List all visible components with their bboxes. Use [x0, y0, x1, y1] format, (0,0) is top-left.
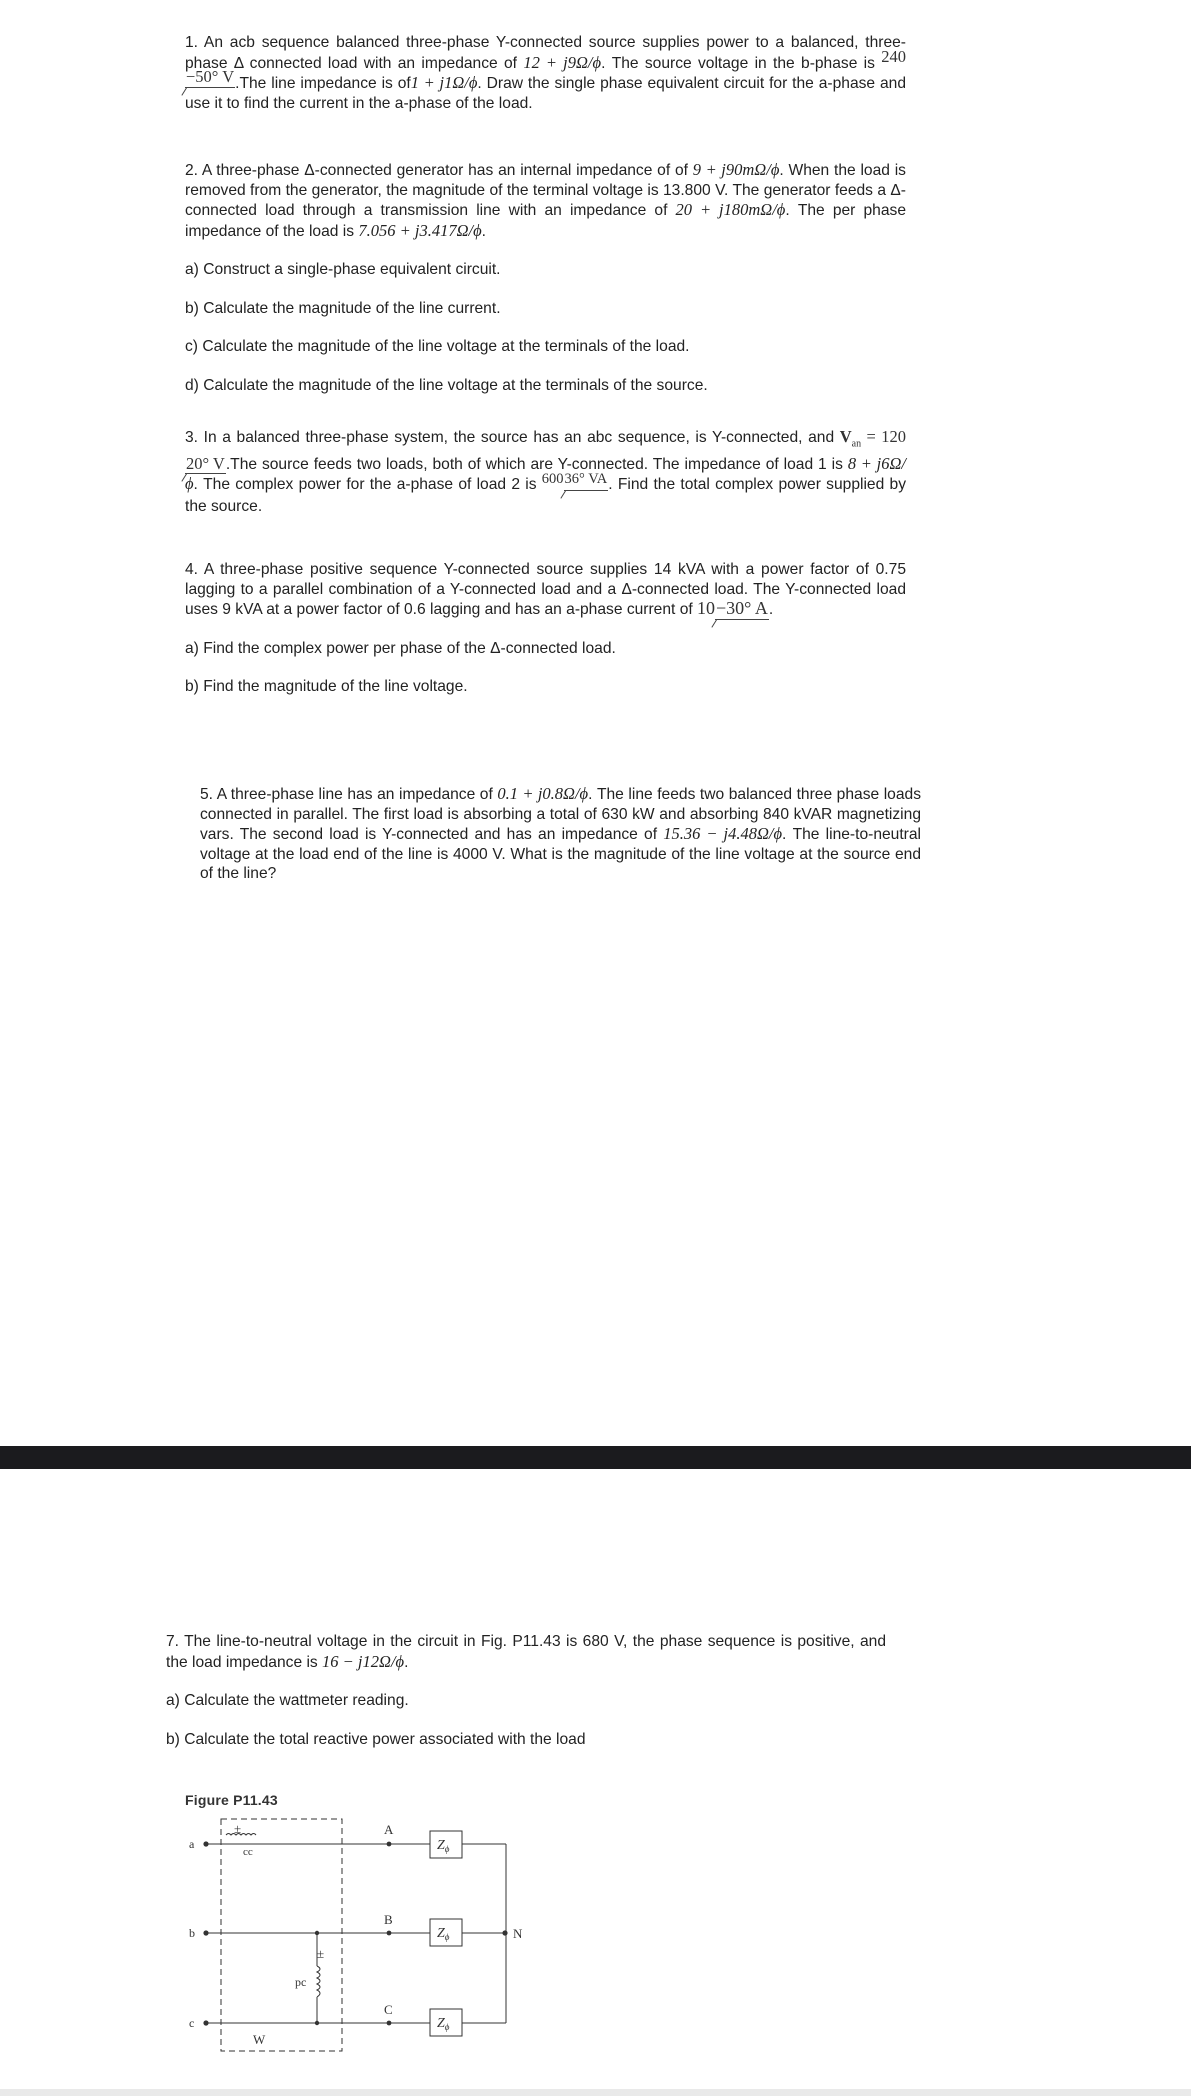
- label-plus-minus-pc: ±: [317, 1946, 325, 1961]
- label-B: B: [384, 1912, 393, 1927]
- label-z-C: $Z_\phi$: [437, 2016, 450, 2032]
- terminal-a-dot: [203, 1841, 208, 1846]
- question-4-text: 4. A three-phase positive sequence Y-connected source supplies 14 kVA with a power factor of 0.75 lagging to a parallel combination of a Y-connected load and a Δ-connected load. The Y-connected load uses 9 kVA at a power factor of 0.6 lagging and has an a-phase current of 10−30° A.: [185, 561, 906, 618]
- viewer-bottom-edge: [0, 2089, 1191, 2096]
- label-z-A: $Z_\phi$: [437, 1838, 450, 1854]
- neutral-dot: [502, 1930, 507, 1935]
- question-7-part-b: b) Calculate the total reactive power associated with the load: [166, 1730, 586, 1748]
- label-z-B: $Z_\phi$: [437, 1926, 450, 1942]
- question-2-part-d: d) Calculate the magnitude of the line voltage at the terminals of the source.: [185, 376, 708, 394]
- question-7-text: 7. The line-to-neutral voltage in the circuit in Fig. P11.43 is 680 V, the phase sequence is positive, and the load impedance is 16 − j12Ω/ϕ.: [166, 1633, 886, 1671]
- label-N: N: [513, 1926, 523, 1941]
- label-cc: cc: [243, 1846, 253, 1858]
- circuit-diagram: [180, 1808, 540, 2058]
- label-C: C: [384, 2002, 393, 2017]
- question-2-part-b: b) Calculate the magnitude of the line current.: [185, 299, 501, 317]
- question-5-text: 5. A three-phase line has an impedance of 0.1 + j0.8Ω/ϕ. The line feeds two balanced three phase loads connected in parallel. The first load is absorbing a total of 630 kW and absorbing 840 kVAR magnetizing vars. The second load is Y-connected and has an impedance of 15.36 − j4.48Ω/ϕ. The line-to-neutral voltage at the load end of the line is 4000 V. What is the magnitude of the line voltage at the source end of the line?: [200, 784, 921, 882]
- label-A: A: [384, 1822, 394, 1837]
- question-2-text: 2. A three-phase Δ-connected generator has an internal impedance of of 9 + j90mΩ/ϕ. When the load is removed from the generator, the magnitude of the terminal voltage is 13.800 V. The generator feeds a Δ-connected load through a transmission line with an impedance of 20 + j180mΩ/ϕ. The per phase impedance of the load is 7.056 + j3.417Ω/ϕ.: [185, 160, 906, 240]
- potential-coil: [317, 1966, 320, 1997]
- label-c: c: [189, 2016, 195, 2030]
- question-2-part-c: c) Calculate the magnitude of the line voltage at the terminals of the load.: [185, 338, 690, 355]
- question-4-part-b: b) Find the magnitude of the line voltage.: [185, 678, 468, 695]
- load-2-complex-power: 60036° VA: [542, 471, 609, 487]
- question-3-text: 3. In a balanced three-phase system, the source has an abc sequence, is Y-connected, and $V_{an} = 12020^\circ$ V.The source feeds two loads, both of which are Y-connected. The impedance of load 1 is 8 + j6Ω/ϕ. The complex power for the a-phase of load 2 is 60036° VA. Find the total complex power supplied by the source.: [185, 427, 906, 515]
- figure-title: Figure P11.43: [185, 1792, 278, 1808]
- question-2: [185, 160, 906, 395]
- a-phase-current-phasor: 10−30° A: [697, 598, 768, 618]
- question-1-text: 1. An acb sequence balanced three-phase Y-connected source supplies power to a balanced, three-phase Δ connected load with an impedance of 12 + j9Ω/ϕ. The source voltage in the b-phase is 240−50° V.The line impedance is of1 + j1Ω/ϕ. Draw the single phase equivalent circuit for the a-phase and use it to find the current in the a-phase of the load.: [185, 34, 907, 112]
- b-phase-voltage-phasor: 240−50° V: [186, 46, 906, 86]
- wattmeter-box: [221, 1819, 342, 2051]
- terminal-c-dot: [203, 2020, 208, 2025]
- label-plus-minus-cc: ±: [234, 1821, 242, 1836]
- page-separator: [0, 1446, 1191, 1469]
- node-B-dot: [387, 1931, 392, 1936]
- label-a: a: [189, 1837, 195, 1851]
- node-A-dot: [387, 1842, 392, 1847]
- question-5: [200, 784, 921, 884]
- question-7: [166, 1632, 886, 1749]
- question-3: [185, 427, 906, 516]
- question-2-part-a: a) Construct a single-phase equivalent circuit.: [185, 261, 501, 278]
- question-1: [185, 33, 906, 113]
- label-b: b: [189, 1926, 195, 1940]
- label-W: W: [253, 2032, 266, 2047]
- label-pc: pc: [295, 1975, 307, 1989]
- line-impedance: 1 + j1Ω/ϕ: [410, 73, 478, 92]
- van-phasor: $V_{an} = 12020^\circ$ V: [186, 427, 906, 473]
- pc-junction-bottom: [315, 2021, 319, 2025]
- question-7-part-a: a) Calculate the wattmeter reading.: [166, 1692, 409, 1709]
- node-C-dot: [387, 2021, 392, 2026]
- pc-junction-top: [315, 1931, 319, 1935]
- question-4-part-a: a) Find the complex power per phase of the Δ-connected load.: [185, 639, 616, 657]
- terminal-b-dot: [203, 1930, 208, 1935]
- load-impedance: 12 + j9Ω/ϕ: [523, 52, 602, 72]
- document-page-2: [0, 1469, 1191, 2089]
- question-4: [185, 560, 906, 697]
